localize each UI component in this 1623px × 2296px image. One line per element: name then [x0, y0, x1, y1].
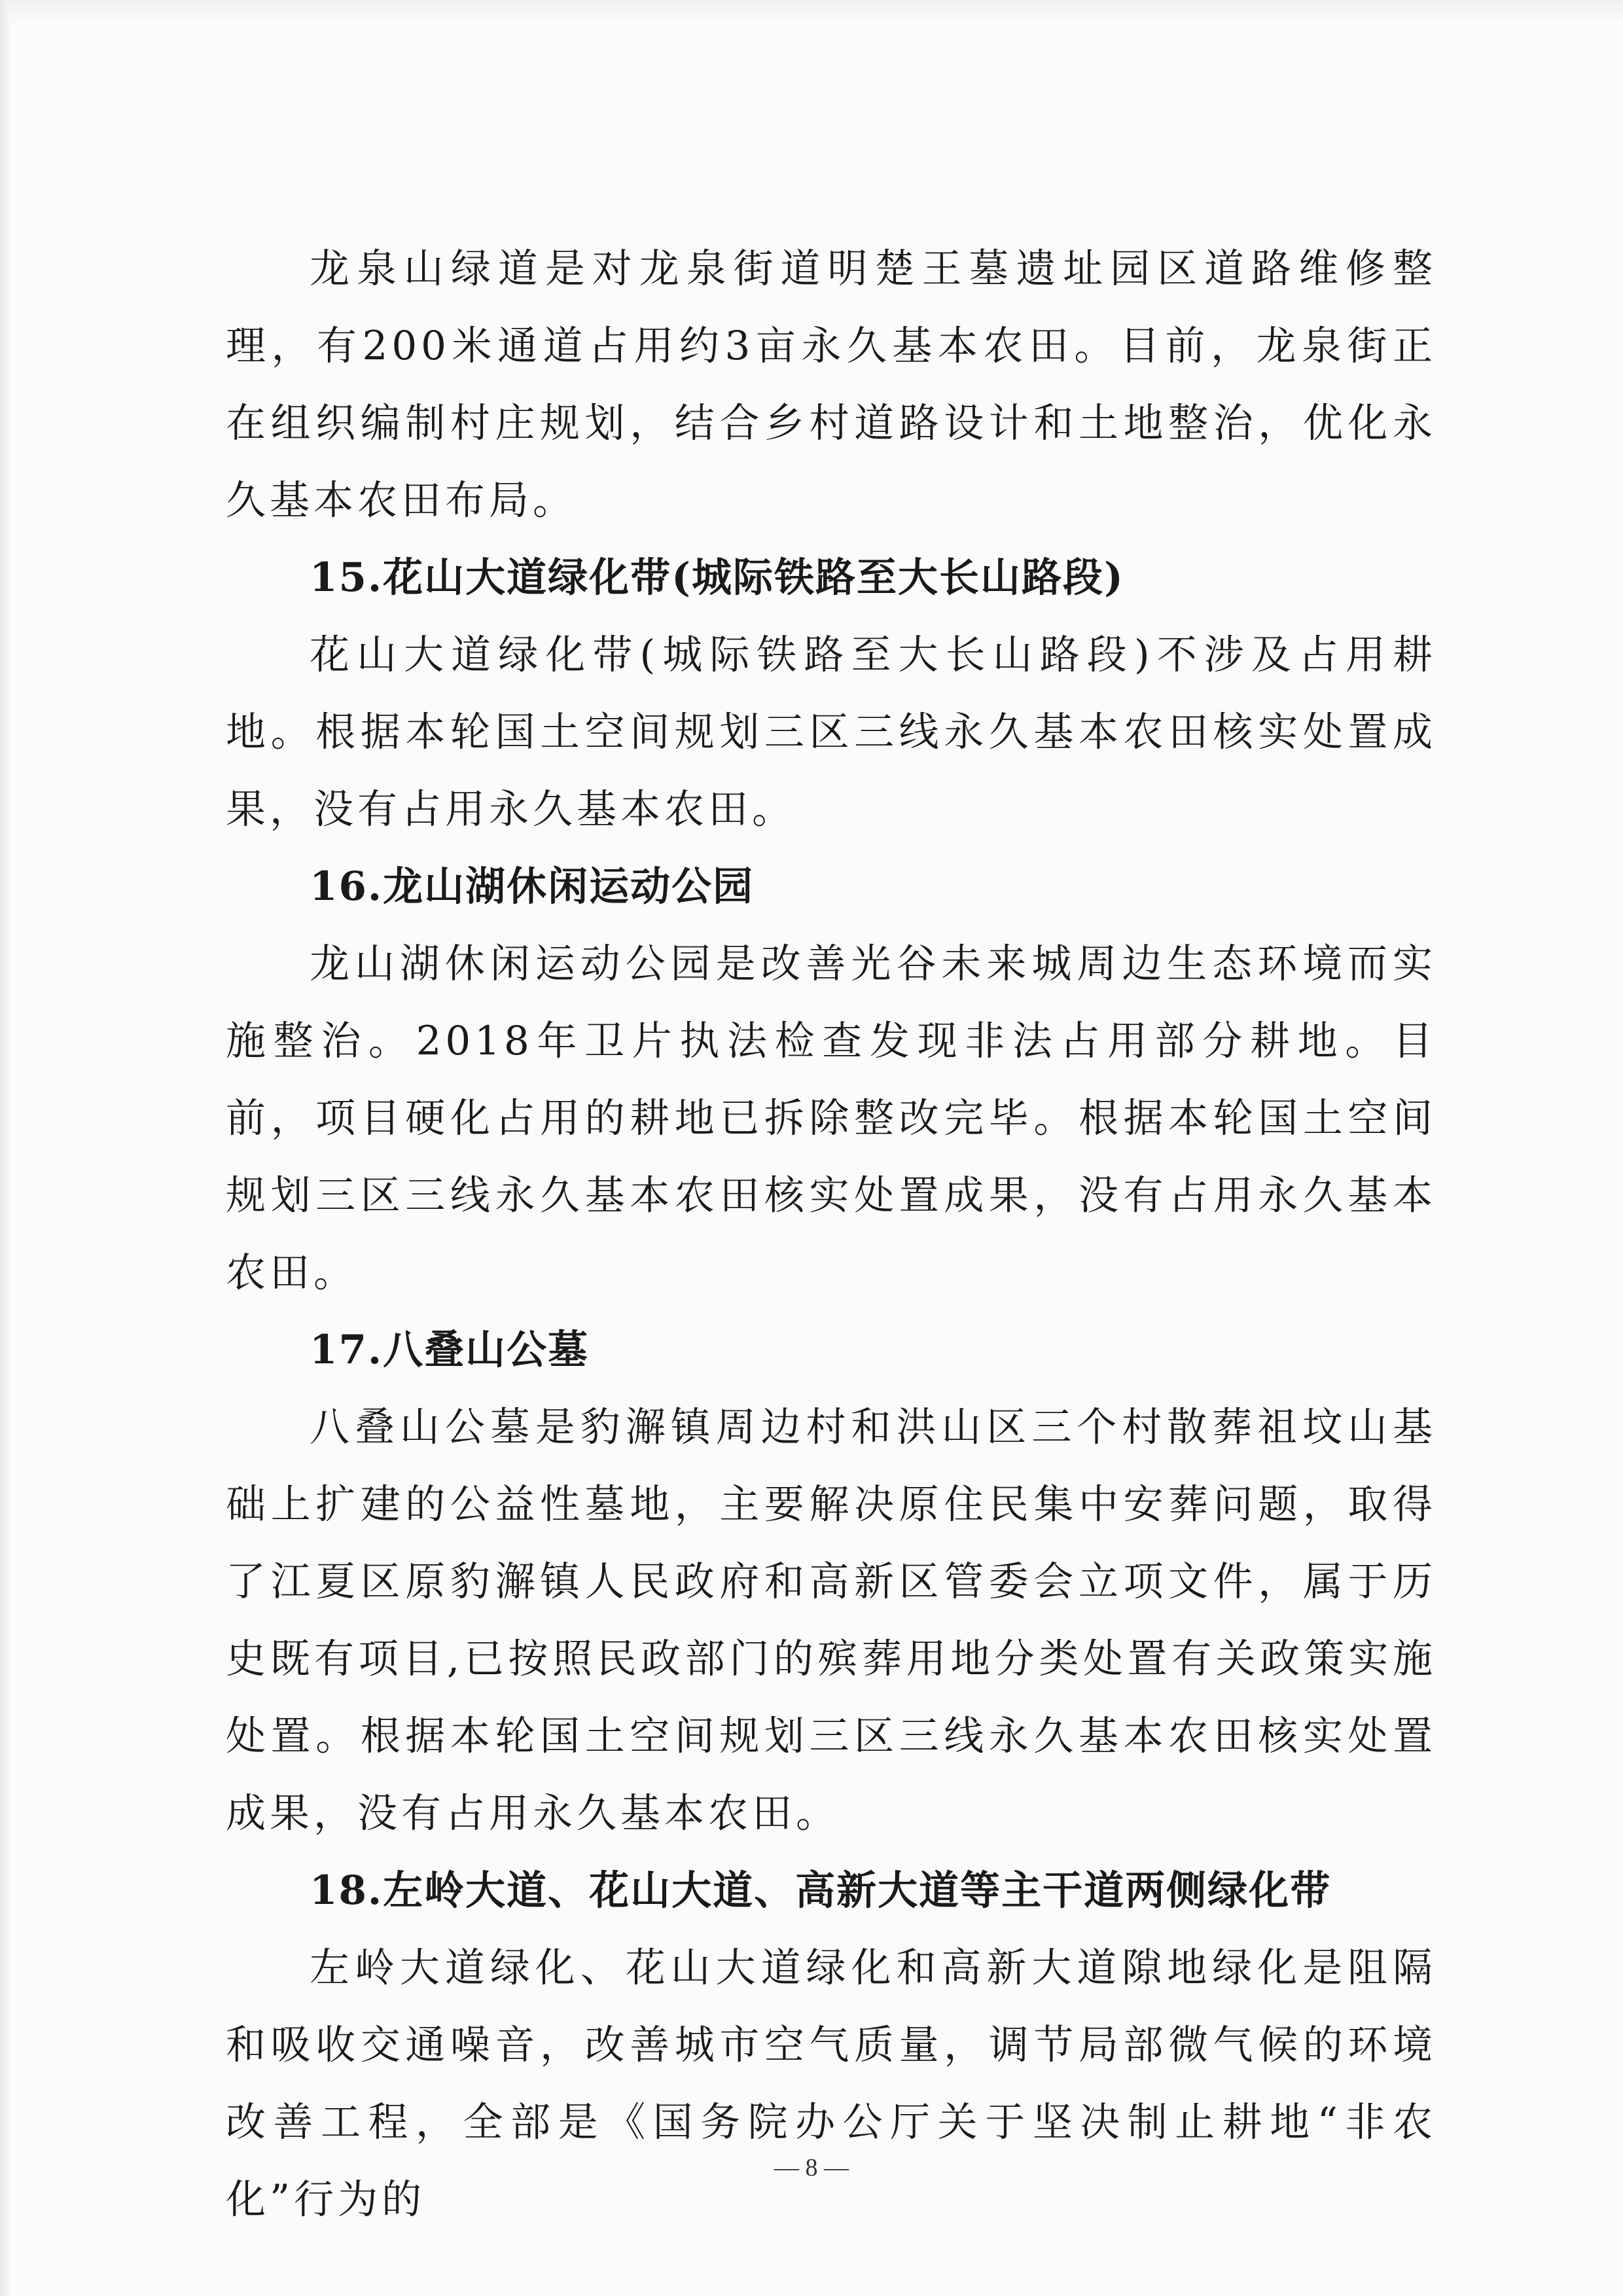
paragraph-arterial-greenbelts: 左岭大道绿化、花山大道绿化和高新大道隙地绿化是阻隔和吸收交通噪音，改善城市空气质量，调节局部微气候的环境改善工程，全部是《国务院办公厅关于坚决制止耕地“非农化”行为的: [226, 1945, 1436, 2223]
section-heading-16: 16.龙山湖休闲运动公园: [310, 863, 755, 910]
paragraph-longquanshan-greenway: 龙泉山绿道是对龙泉街道明楚王墓遗址园区道路维修整理，有200米通道占用约3亩永久基本农田。目前，龙泉街正在组织编制村庄规划，结合乡村道路设计和土地整治，优化永久基本农田布局。: [226, 245, 1436, 524]
paragraph-longshanhu-park: 龙山湖休闲运动公园是改善光谷未来城周边生态环境而实施整治。2018年卫片执法检查发现非法占用部分耕地。目前，项目硬化占用的耕地已拆除整改完毕。根据本轮国土空间规划三区三线永久基本农田核实处置成果，没有占用永久基本农田。: [226, 941, 1436, 1296]
section-heading-18: 18.左岭大道、花山大道、高新大道等主干道两侧绿化带: [310, 1867, 1332, 1914]
scan-top-shadow: [0, 0, 1623, 24]
paragraph-badieshan-cemetery: 八叠山公墓是豹澥镇周边村和洪山区三个村散葬祖坟山基础上扩建的公益性墓地，主要解决原住民集中安葬问题，取得了江夏区原豹澥镇人民政府和高新区管委会立项文件，属于历史既有项目,已按照民政部门的殡葬用地分类处置有关政策实施处置。根据本轮国土空间规划三区三线永久基本农田核实处置成果，没有占用永久基本农田。: [226, 1404, 1436, 1837]
paragraph-huashan-greenbelt: 花山大道绿化带(城际铁路至大长山路段)不涉及占用耕地。根据本轮国土空间规划三区三线永久基本农田核实处置成果，没有占用永久基本农田。: [226, 632, 1436, 833]
document-body: [226, 230, 1436, 2238]
page-number: — 8 —: [774, 2154, 849, 2181]
scan-left-edge: [0, 0, 9, 2296]
section-heading-17: 17.八叠山公墓: [310, 1327, 590, 1373]
section-heading-15: 15.花山大道绿化带(城际铁路至大长山路段): [310, 554, 1124, 601]
